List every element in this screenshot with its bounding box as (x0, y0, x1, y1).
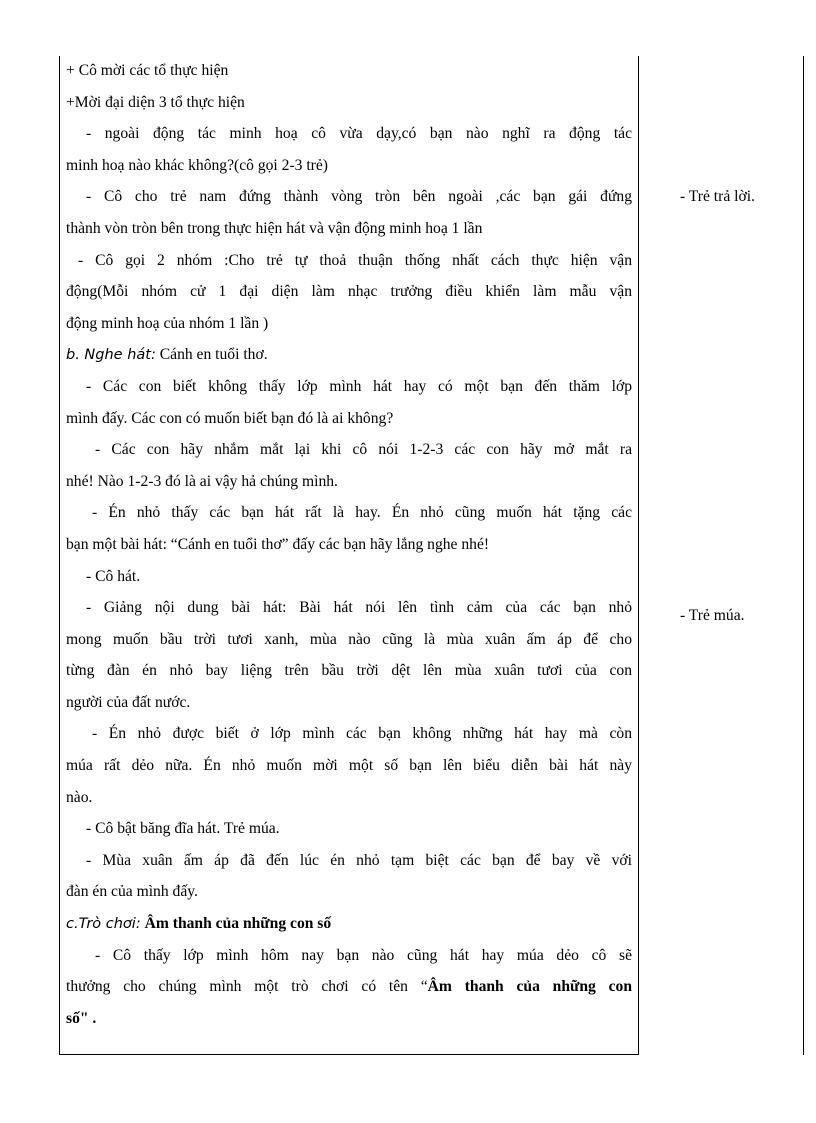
text-line: mình đấy. Các con có muốn biết bạn đó là ai không? (66, 409, 394, 427)
text-line: thành vòn tròn bên trong thực hiện hát và vận động minh hoạ 1 lần (66, 219, 483, 237)
text-line: +Mời đại diện 3 tổ thực hiện (66, 93, 245, 111)
text-line (66, 971, 632, 1003)
text-line: động minh hoạ của nhóm 1 lần ) (66, 314, 269, 332)
text-line: - Giảng nội dung bài hát: Bài hát nói lên tình cảm của các bạn nhỏ (86, 599, 632, 617)
text-line: mong muốn bầu trời tươi xanh, mùa nào cũng là mùa xuân ấm áp để cho (66, 630, 632, 648)
text-line: người của đất nước. (66, 693, 191, 711)
text-line: bạn một bài hát: “Cánh en tuổi thơ” đấy các bạn hãy lắng nghe nhé! (66, 535, 490, 553)
text-line: + Cô mời các tổ thực hiện (66, 62, 229, 79)
section-label: b. Nghe hát: (66, 347, 156, 364)
game-name: số (66, 1009, 80, 1027)
child-response-note: - Trẻ trả lời. (680, 188, 755, 205)
text-line: - ngoài động tác minh hoạ cô vừa dạy,có bạn nào nghĩ ra động tác (86, 125, 632, 143)
section-title: Cánh en tuổi thơ. (155, 346, 268, 364)
text-line: nhé! Nào 1-2-3 đó là ai vậy hả chúng mình. (66, 472, 338, 490)
teacher-activity-column (66, 55, 632, 1034)
text-line: múa rất dẻo nữa. Én nhỏ muốn mời một số bạn lên biểu diễn bài hát này (66, 757, 632, 775)
table-border-left (59, 56, 60, 1055)
text-line: - Cô hát. (86, 567, 141, 585)
text-segment: " . (79, 1009, 97, 1027)
text-line: - Én nhỏ thấy các bạn hát rất là hay. Én nhỏ cũng muốn hát tặng các (92, 504, 632, 522)
section-heading-c (66, 908, 632, 940)
text-line: động(Mỗi nhóm cử 1 đại diện làm nhạc trưởng điều khiển làm mẫu vận (66, 283, 632, 301)
text-line: - Cô bật băng đĩa hát. Trẻ múa. (86, 820, 280, 838)
text-line: từng đàn én nhỏ bay liệng trên bầu trời dệt lên mùa xuân tươi của con (66, 662, 632, 680)
section-title: Âm thanh của những con số (140, 915, 332, 933)
text-segment: thưởng cho chúng mình một trò chơi có tên “ (66, 978, 428, 996)
text-line: - Én nhỏ được biết ở lớp mình các bạn không những hát hay mà còn (92, 725, 632, 743)
text-line: đàn én của mình đấy. (66, 883, 198, 901)
text-line: - Cô cho trẻ nam đứng thành vòng tròn bên ngoài ,các bạn gái đứng (86, 188, 632, 206)
child-response-note: - Trẻ múa. (680, 607, 745, 624)
table-border-right (803, 56, 804, 1055)
section-heading-b (66, 339, 632, 371)
text-line: - Cô gọi 2 nhóm :Cho trẻ tự thoả thuận thống nhất cách thực hiện vận (78, 251, 632, 269)
text-line: minh hoạ nào khác không?(cô gọi 2-3 trẻ) (66, 156, 328, 174)
table-column-divider (638, 56, 639, 1055)
text-line: - Mùa xuân ấm áp đã đến lúc én nhỏ tạm biệt các bạn để bay về với (86, 851, 632, 869)
game-name: Âm thanh của những con (427, 978, 632, 996)
text-line: - Các con biết không thấy lớp mình hát hay có một bạn đến thăm lớp (86, 377, 632, 395)
text-line (66, 1003, 632, 1035)
text-line: nào. (66, 788, 93, 806)
section-label: c.Trò chơi: (66, 916, 141, 933)
text-line: - Các con hãy nhắm mắt lại khi cô nói 1-2-3 các con hãy mở mắt ra (95, 441, 632, 459)
table-border-bottom (59, 1054, 639, 1055)
text-line: - Cô thấy lớp mình hôm nay bạn nào cũng hát hay múa dẻo cô sẽ (95, 946, 632, 964)
